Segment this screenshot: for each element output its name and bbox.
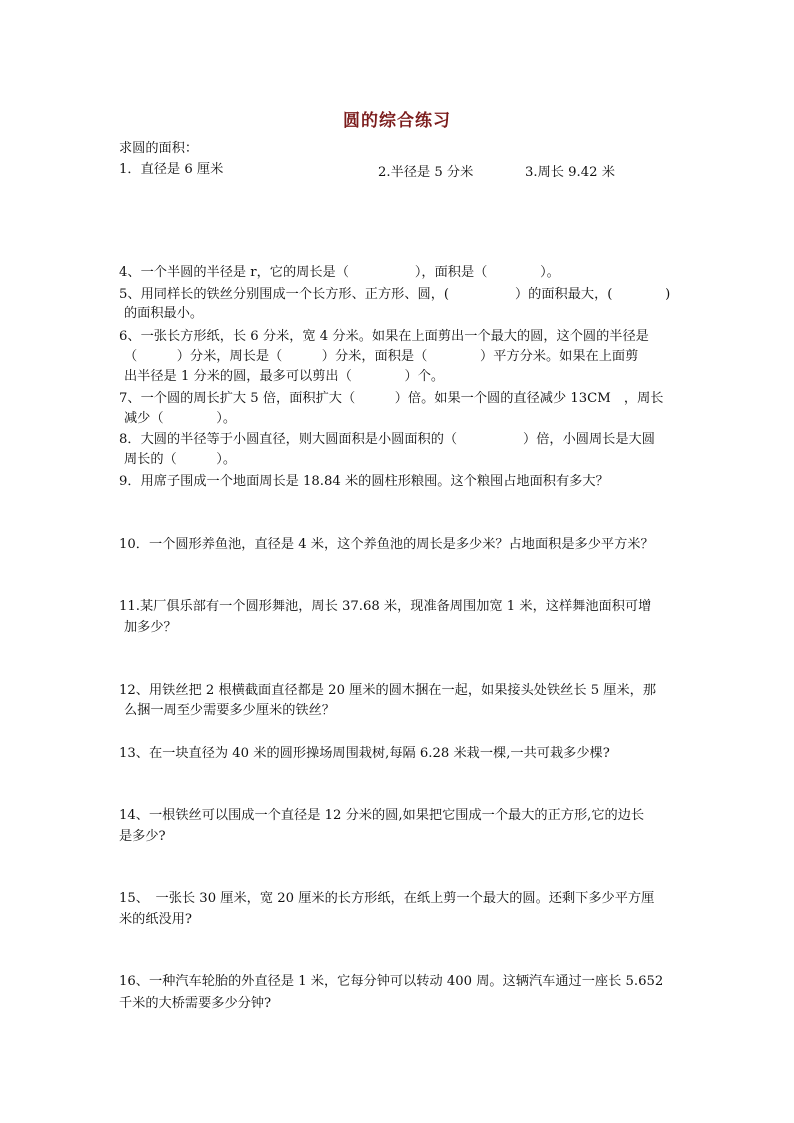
question-15-line-1: 15、 一张长 30 厘米，宽 20 厘米的长方形纸，在纸上剪一个最大的圆。还剩下多少平方厘 xyxy=(119,891,655,906)
question-9: 9．用席子围成一个地面周长是 18.84 米的圆柱形粮囤。这个粮囤占地面积有多大？ xyxy=(119,474,609,489)
question-6-line-1: 6、一张长方形纸，长 6 分米，宽 4 分米。如果在上面剪出一个最大的圆，这个圆的半径是 xyxy=(119,329,649,344)
question-11-line-2: 加多少？ xyxy=(124,620,177,635)
question-15-line-2: 米的纸没用? xyxy=(119,912,193,927)
question-10: 10．一个圆形养鱼池，直径是 4 米，这个养鱼池的周长是多少米？占地面积是多少平方米？ xyxy=(119,537,654,552)
question-5-line-1: 5、用同样长的铁丝分别围成一个长方形、正方形、圆，( ）的面积最大，( ) xyxy=(119,287,671,302)
question-1b: 2.半径是 5 分米 xyxy=(378,165,474,180)
question-13: 13、在一块直径为 40 米的圆形操场周围栽树,每隔 6.28 米栽一棵,一共可栽多少棵? xyxy=(119,746,610,761)
question-12-line-2: 么捆一周至少需要多少厘米的铁丝？ xyxy=(124,703,335,718)
question-1a: 1．直径是 6 厘米 xyxy=(119,162,224,177)
question-8-line-2: 周长的（ ）。 xyxy=(124,452,237,467)
question-11-line-1: 11.某厂俱乐部有一个圆形舞池，周长 37.68 米，现准备周围加宽 1 米，这样舞池面积可增 xyxy=(119,599,652,614)
question-6-line-2: （ ）分米，周长是（ ）分米，面积是（ ）平方分米。如果在上面剪 xyxy=(124,349,639,364)
question-12-line-1: 12、用铁丝把 2 根横截面直径都是 20 厘米的圆木捆在一起，如果接头处铁丝长 5 厘米，那 xyxy=(119,683,657,698)
question-8-line-1: 8．大圆的半径等于小圆直径，则大圆面积是小圆面积的（ ）倍，小圆周长是大圆 xyxy=(119,432,655,447)
question-5-line-2: 的面积最小。 xyxy=(124,306,204,321)
question-14-line-1: 14、一根铁丝可以围成一个直径是 12 分米的圆,如果把它围成一个最大的正方形,它的边长 xyxy=(119,808,645,823)
question-16-line-2: 千米的大桥需要多少分钟? xyxy=(119,996,272,1011)
question-1c: 3.周长 9.42 米 xyxy=(525,165,615,180)
question-7-line-1: 7、一个圆的周长扩大 5 倍，面积扩大（ ）倍。如果一个圆的直径减少 13CM ，周长 xyxy=(119,391,664,406)
question-16-line-1: 16、一种汽车轮胎的外直径是 1 米，它每分钟可以转动 400 周。这辆汽车通过一座长 5.652 xyxy=(119,974,664,989)
question-14-line-2: 是多少? xyxy=(119,829,166,844)
question-7-line-2: 减少（ ）。 xyxy=(124,411,237,426)
section-intro: 求圆的面积： xyxy=(119,141,199,156)
question-4: 4、一个半圆的半径是 r，它的周长是（ ），面积是（ ）。 xyxy=(119,265,560,280)
page-title: 圆的综合练习 xyxy=(343,111,451,131)
question-6-line-3: 出半径是 1 分米的圆，最多可以剪出（ ）个。 xyxy=(124,369,445,384)
